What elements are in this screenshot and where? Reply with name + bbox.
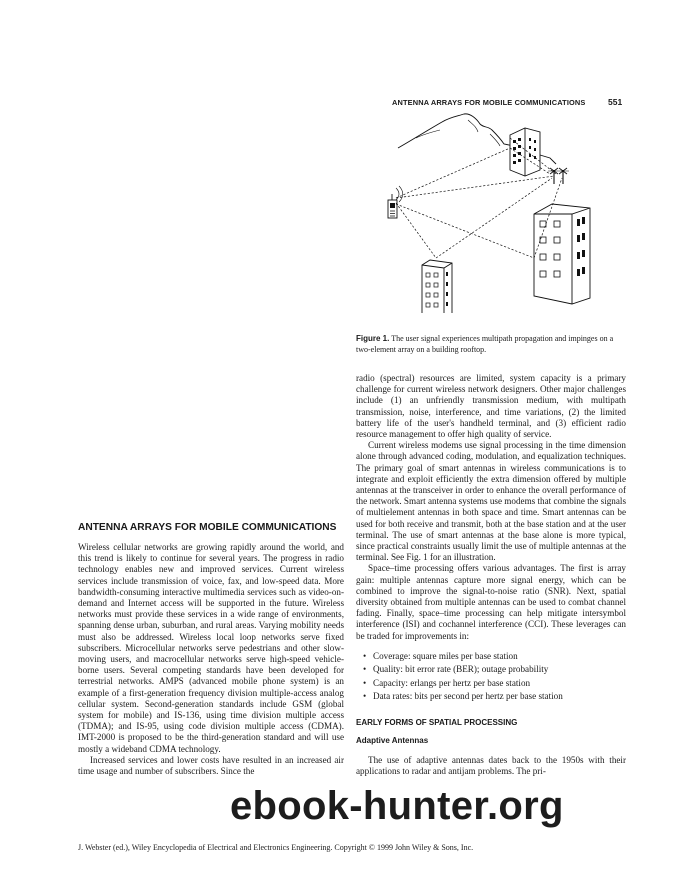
footer-citation: J. Webster (ed.), Wiley Encyclopedia of Electrical and Electronics Engineering. Copyright © 1999 John Wiley & Sons, Inc. <box>78 843 474 852</box>
handset-icon <box>388 186 403 218</box>
left-column <box>78 522 344 777</box>
caption-text: The user signal experiences multipath propagation and impinges on a two-element array on a building rooftop. <box>356 334 614 354</box>
multipath-figure <box>350 108 625 313</box>
page-number: 551 <box>608 97 623 107</box>
paragraph: Increased services and lower costs have resulted in an increased air time usage and number of subscribers. Since the <box>78 754 344 777</box>
paragraph: radio (spectral) resources are limited, system capacity is a primary challenge for current wireless network designers. Other major challenges include (1) an unfriendly transmission medium, with multipath transmission, noise, interference, and time variations, (2) the limited battery life of the user's handheld terminal, and (3) efficient radio resource management to offer high quality of service. <box>356 373 626 440</box>
figure-caption <box>356 333 626 355</box>
list-item: • Coverage: square miles per base station <box>356 651 626 662</box>
caption-label: Figure 1. <box>356 334 390 343</box>
hillside-building <box>510 128 540 176</box>
paragraph: Current wireless modems use signal processing in the time dimension alone through advanced coding, modulation, and equalization techniques. The primary goal of smart antennas in wireless communications is to integrate and exploit efficiently the extra dimension offered by multiple antennas at the transceiver in order to enhance the overall performance of the network. Smart antenna systems use modems that combine the signals of multielement antennas in both space and time. Smart antennas can be used for both receive and transmit, both at the base station and at the user terminal. The use of smart antennas at the base alone is more typical, since practical constraints usually limit the use of multiple antennas at the terminal. See Fig. 1 for an illustration. <box>356 440 626 563</box>
list-item: • Capacity: erlangs per hertz per base station <box>356 678 626 689</box>
running-head: ANTENNA ARRAYS FOR MOBILE COMMUNICATIONS <box>392 98 586 107</box>
list-item: • Data rates: bits per second per hertz per base station <box>356 691 626 702</box>
section-title-early-forms: EARLY FORMS OF SPATIAL PROCESSING <box>356 717 518 727</box>
right-column <box>356 373 626 777</box>
list-item: • Quality: bit error rate (BER); outage probability <box>356 664 626 675</box>
paragraph: Wireless cellular networks are growing rapidly around the world, and this trend is likely to continue for several years. The progress in radio technology enables new and improved services. Current wireless services include transmission of voice, fax, and low-speed data. More bandwidth-consuming interactive multimedia services such as video-on-demand and Internet access will be supported in the future. Wireless networks must provide these services in a wide range of environments, spanning dense urban, suburban, and rural areas. Varying mobility needs must also be addressed. Wireless local loop networks serve fixed subscribers. Microcellular networks serve pedestrians and other slow-moving users, and macrocellular networks serve high-speed vehicle-borne users. Several competing standards have been developed for terrestrial networks. AMPS (advanced mobile phone system) is an example of a first-generation frequency division multiple-access analog cellular system. Second-generation standards include GSM (global system for mobile) and IS-136, using time division multiple access (TDMA); and IS-95, using code division multiple access (CDMA). IMT-2000 is proposed to be the third-generation standard and will use mostly a wideband CDMA technology. <box>78 542 344 754</box>
watermark: ebook-hunter.org <box>230 784 564 828</box>
lower-building <box>422 260 452 313</box>
benefits-list <box>356 651 626 703</box>
section-title-antenna-arrays: ANTENNA ARRAYS FOR MOBILE COMMUNICATIONS <box>78 522 337 533</box>
rooftop-building <box>534 204 590 304</box>
subsection-title-adaptive-antennas: Adaptive Antennas <box>356 735 429 745</box>
paragraph: The use of adaptive antennas dates back to the 1950s with their applications to radar and antijam problems. The pri- <box>356 754 626 777</box>
paragraph: Space–time processing offers various advantages. The first is array gain: multiple antennas capture more signal energy, which can be combined to improve the signal-to-noise ratio (SNR). Next, spatial diversity obtained from multiple antennas can be used to combat channel fading. Finally, space–time processing can help mitigate intersymbol interference (ISI) and cochannel interference (CCI). These leverages can be traded for improvements in: <box>356 563 626 641</box>
